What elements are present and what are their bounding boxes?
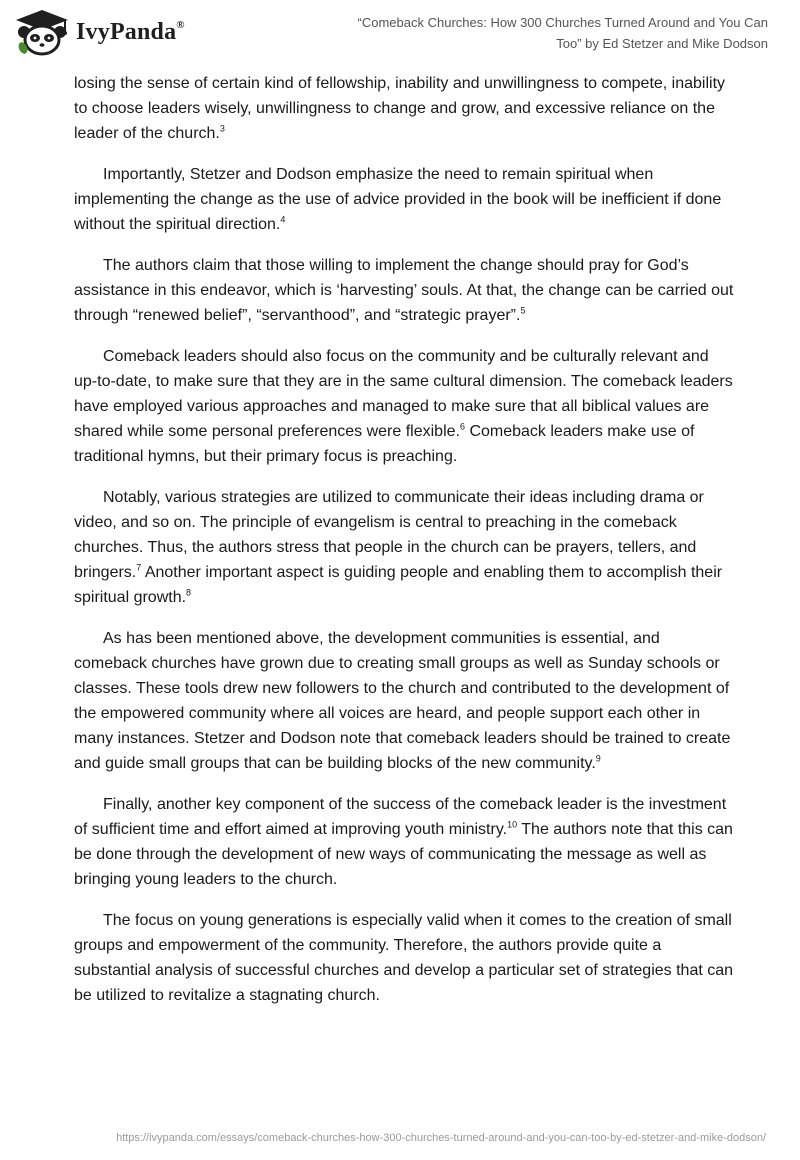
footnote-ref[interactable]: 9: [595, 753, 601, 764]
paragraph-1: losing the sense of certain kind of fellowship, inability and unwillingness to compete, inability to choose leaders wisely, unwillingness to change and grow, and excessive reliance on the leader of the church.$^3$: [74, 75, 726, 142]
essay-body: [74, 71, 734, 1024]
paragraph-4: Comeback leaders should also focus on the community and be culturally relevant and up-to-date, to make sure that they are in the same cultural dimension. The comeback leaders have employed various approaches and managed to make sure that all biblical values are shared while some personal preferences were flexible.$^6$ Comeback leaders make use of traditional hymns, but their primary focus is preaching.: [74, 348, 733, 465]
footnote-ref[interactable]: 6: [459, 421, 465, 432]
panda-graduate-icon: [14, 8, 70, 56]
footnote-ref[interactable]: 10: [507, 819, 518, 830]
paragraph-5: Notably, various strategies are utilized to communicate their ideas including drama or video, and so on. The principle of evangelism is central to preaching in the comeback churches. Thus, the authors stress that people in the church can be prayers, tellers, and bringers.$^7$ Another important aspect is guiding people and enabling them to accomplish their spiritual growth.$^8$: [74, 489, 723, 606]
source-url[interactable]: https://ivypanda.com/essays/comeback-churches-how-300-churches-turned-around-and-you-can-too-by-ed-stetzer-and-mike-dodson/: [116, 1132, 766, 1144]
footnote-ref[interactable]: 7: [136, 562, 142, 573]
footnote-ref[interactable]: 3: [219, 123, 225, 134]
document-title: “Comeback Churches: How 300 Churches Turned Around and You Can Too” by Ed Stetzer and Mike Dodson: [357, 15, 768, 51]
paragraph-3: The authors claim that those willing to implement the change should pray for God’s assistance in this endeavor, which is ‘harvesting’ souls. At that, the change can be carried out through “renewed belief”, “servanthood”, and “strategic prayer”.$^5$: [74, 257, 734, 324]
footnote-ref[interactable]: 5: [520, 305, 526, 316]
paragraph-2: Importantly, Stetzer and Dodson emphasize the need to remain spiritual when implementing the change as the use of advice provided in the book will be inefficient if done without the spiritual direction.$^4$: [74, 166, 722, 233]
page-header: [0, 0, 800, 70]
logo-text: IvyPanda®: [76, 18, 185, 45]
paragraph-6: As has been mentioned above, the development communities is essential, and comeback churches have grown due to creating small groups as well as Sunday schools or classes. These tools drew new followers to the church and contributed to the development of the empowered community where all voices are heard, and people support each other in many instances. Stetzer and Dodson note that comeback leaders should be trained to create and guide small groups that can be building blocks of the new community.$^9$: [74, 630, 731, 772]
footnote-ref[interactable]: 8: [186, 587, 192, 598]
logo[interactable]: [14, 8, 185, 56]
paragraph-8: The focus on young generations is especially valid when it comes to the creation of small groups and empowerment of the community. Therefore, the authors provide quite a substantial analysis of successful churches and develop a particular set of strategies that can be utilized to revitalize a stagnating church.: [74, 912, 734, 1004]
footnote-ref[interactable]: 4: [280, 214, 286, 225]
paragraph-7: Finally, another key component of the success of the comeback leader is the investment of sufficient time and effort aimed at improving youth ministry.$^{10}$ The authors note that this can be done through the development of new ways of communicating the message as well as bringing young leaders to the church.: [74, 796, 733, 888]
